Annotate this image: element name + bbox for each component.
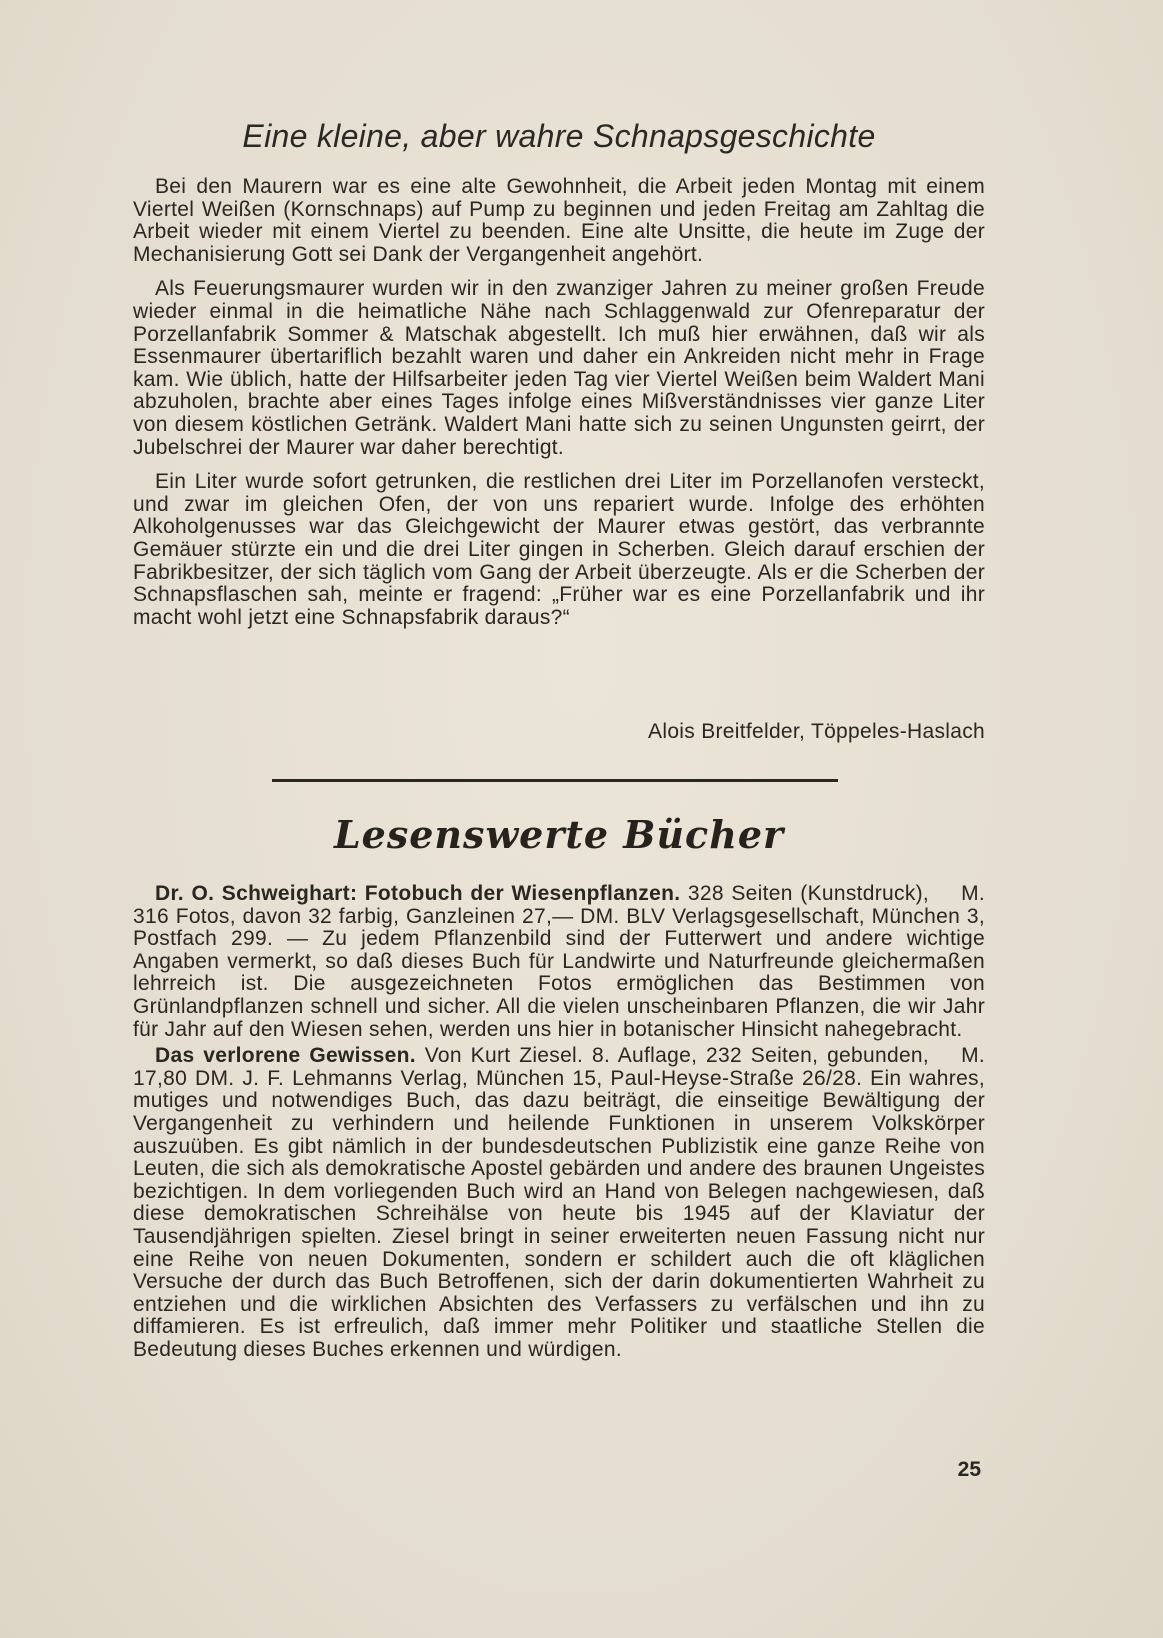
book-review	[133, 1045, 985, 1361]
review-initial: M.	[961, 882, 985, 905]
review-heading: Dr. O. Schweighart: Fotobuch der Wiesenpflanzen.	[155, 882, 681, 905]
article-body	[133, 176, 985, 629]
article-paragraph: Ein Liter wurde sofort getrunken, die restlichen drei Liter im Porzellanofen versteckt, und zwar im gleichen Ofen, der von uns repariert wurde. Infolge des erhöhten Alkoholgenusses war das Gleichgewicht der Maurer etwas gestört, das verbrannte Gemäuer stürzte ein und die drei Liter gingen in Scherben. Gleich darauf erschien der Fabrikbesitzer, der sich täglich vom Gang der Arbeit überzeugte. Als er die Scherben der Schnapsflaschen sah, meinte er fragend: „Früher war es eine Porzellanfabrik und ihr macht wohl jetzt eine Schnapsfabrik daraus?“	[133, 470, 985, 629]
article-paragraph: Als Feuerungsmaurer wurden wir in den zwanziger Jahren zu meiner großen Freude wieder einmal in die heimatliche Nähe nach Schlaggenwald zur Ofenreparatur der Porzellanfabrik Sommer & Matschak abgestellt. Ich muß hier erwähnen, daß wir als Essenmaurer übertariflich bezahlt waren und daher ein Ankreiden nicht mehr in Frage kam. Wie üblich, hatte der Hilfsarbeiter jeden Tag vier Viertel Weißen beim Waldert Mani abzuholen, brachte aber eines Tages infolge eines Mißverständnisses vier ganze Liter von diesem köstlichen Getränk. Waldert Mani hatte sich zu seinen Ungunsten geirrt, der Jubelschrei der Maurer war daher berechtigt.	[133, 277, 985, 459]
page-number: 25	[957, 1458, 981, 1481]
article-signature: Alois Breitfelder, Töppeles-Haslach	[648, 720, 985, 743]
review-heading: Das verlorene Gewissen.	[155, 1044, 416, 1068]
review-initial: M.	[961, 1044, 985, 1068]
review-text: 328 Seiten (Kunstdruck), 316 Fotos, davon 32 farbig, Ganzleinen 27,— DM. BLV Verlagsgesellschaft, München 3, Postfach 299. — Zu jedem Pflanzenbild sind der Futterwert und andere wichtige Angaben vermerkt, so daß dieses Buch für Landwirte und Naturfreunde gleichermaßen lehrreich ist. Die ausgezeichneten Fotos ermöglichen das Bestimmen von Grünlandpflanzen schnell und sicher. All die vielen unscheinbaren Pflanzen, die wir Jahr für Jahr auf den Wiesen sehen, werden uns hier in botanischer Hinsicht nahegebracht.	[133, 882, 985, 1041]
book-reviews	[133, 883, 985, 1361]
section-title: Lesenswerte Bücher	[333, 812, 785, 857]
article-title: Eine kleine, aber wahre Schnapsgeschichte	[242, 118, 876, 154]
book-review	[133, 883, 985, 1041]
section-divider	[272, 779, 838, 782]
article-paragraph: Bei den Maurern war es eine alte Gewohnheit, die Arbeit jeden Montag mit einem Viertel Weißen (Kornschnaps) auf Pump zu beginnen und jeden Freitag am Zahltag die Arbeit wieder mit einem Viertel zu beenden. Eine alte Unsitte, die heute im Zuge der Mechanisierung Gott sei Dank der Vergangenheit angehört.	[133, 175, 985, 266]
review-text: Von Kurt Ziesel. 8. Auflage, 232 Seiten, gebunden, 17,80 DM. J. F. Lehmanns Verlag, München 15, Paul-Heyse-Straße 26/28. Ein wahres, mutiges und notwendiges Buch, das dazu beiträgt, die einseitige Bewältigung der Vergangenheit zu verhindern und heilende Funktionen in unserem Volkskörper auszuüben. Es gibt nämlich in der bundesdeutschen Publizistik eine ganze Reihe von Leuten, die sich als demokratische Apostel gebärden und andere des braunen Ungeistes bezichtigen. In dem vorliegenden Buch wird an Hand von Belegen nachgewiesen, daß diese demokratischen Schreihälse von heute bis 1945 auf der Klaviatur der Tausendjährigen spielten. Ziesel bringt in seiner erweiterten neuen Fassung nicht nur eine Reihe von neuen Dokumenten, sondern er schildert auch die oft kläglichen Versuche der durch das Buch Betroffenen, sich der darin dokumentierten Wahrheit zu entziehen und die wirklichen Absichten des Verfassers zu verfälschen und ihn zu diffamieren. Es ist erfreulich, daß immer mehr Politiker und staatliche Stellen die Bedeutung dieses Buches erkennen und würdigen.	[133, 1044, 985, 1361]
